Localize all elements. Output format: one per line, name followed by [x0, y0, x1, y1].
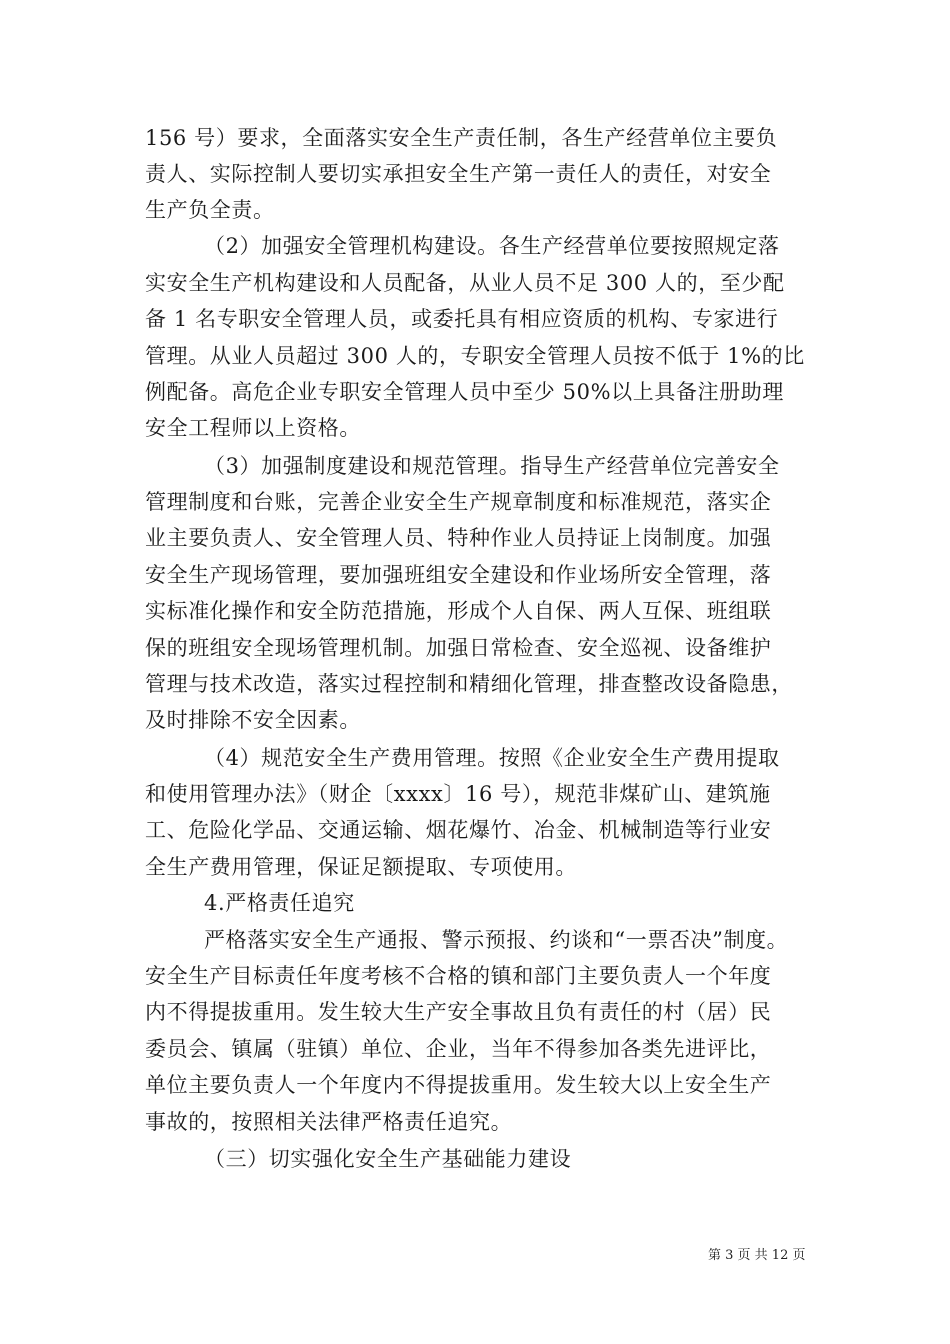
body-text-line: （2）加强安全管理机构建设。各生产经营单位要按照规定落: [204, 234, 780, 258]
body-text-line: （4）规范安全生产费用管理。按照《企业安全生产费用提取: [204, 746, 780, 770]
body-text-line: 事故的，按照相关法律严格责任追究。: [145, 1110, 513, 1134]
body-text-line: 管理与技术改造，落实过程控制和精细化管理，排查整改设备隐患，: [145, 672, 793, 696]
body-text-line: 责人、实际控制人要切实承担安全生产第一责任人的责任，对安全: [145, 162, 772, 186]
body-text-line: 156 号）要求，全面落实安全生产责任制，各生产经营单位主要负: [145, 126, 778, 150]
body-text-line: 生产负全责。: [145, 198, 275, 222]
body-text-line: 委员会、镇属（驻镇）单位、企业，当年不得参加各类先进评比，: [145, 1037, 772, 1061]
body-text-line: 安全工程师以上资格。: [145, 416, 361, 440]
section-heading: （三）切实强化安全生产基础能力建设: [204, 1147, 572, 1171]
body-text-line: 业主要负责人、安全管理人员、特种作业人员持证上岗制度。加强: [145, 526, 772, 550]
body-text-line: 例配备。高危企业专职安全管理人员中至少 50%以上具备注册助理: [145, 380, 784, 404]
body-text-line: 严格落实安全生产通报、警示预报、约谈和“一票否决”制度。: [204, 928, 789, 952]
body-text-line: 及时排除不安全因素。: [145, 708, 361, 732]
body-text-line: 实安全生产机构建设和人员配备，从业人员不足 300 人的，至少配: [145, 271, 785, 295]
body-text-line: 管理制度和台账，完善企业安全生产规章制度和标准规范，落实企: [145, 490, 772, 514]
section-heading: 4.严格责任追究: [204, 891, 355, 915]
body-text-line: 安全生产目标责任年度考核不合格的镇和部门主要负责人一个年度: [145, 964, 772, 988]
body-text-line: 工、危险化学品、交通运输、烟花爆竹、冶金、机械制造等行业安: [145, 818, 772, 842]
body-text-line: 保的班组安全现场管理机制。加强日常检查、安全巡视、设备维护: [145, 636, 772, 660]
body-text-line: 内不得提拔重用。发生较大生产安全事故且负有责任的村（居）民: [145, 1000, 772, 1024]
body-text-line: 单位主要负责人一个年度内不得提拔重用。发生较大以上安全生产: [145, 1073, 772, 1097]
body-text-line: 和使用管理办法》（财企〔xxxx〕16 号），规范非煤矿山、建筑施: [145, 782, 771, 806]
body-text-line: （3）加强制度建设和规范管理。指导生产经营单位完善安全: [204, 454, 780, 478]
body-text-line: 全生产费用管理，保证足额提取、专项使用。: [145, 855, 577, 879]
body-text-line: 实标准化操作和安全防范措施，形成个人自保、两人互保、班组联: [145, 599, 772, 623]
body-text-line: 安全生产现场管理，要加强班组安全建设和作业场所安全管理，落: [145, 563, 772, 587]
page-number: 第 3 页 共 12 页: [708, 1248, 806, 1263]
body-text-line: 备 1 名专职安全管理人员，或委托具有相应资质的机构、专家进行: [145, 307, 779, 331]
body-text-line: 管理。从业人员超过 300 人的，专职安全管理人员按不低于 1%的比: [145, 344, 805, 368]
